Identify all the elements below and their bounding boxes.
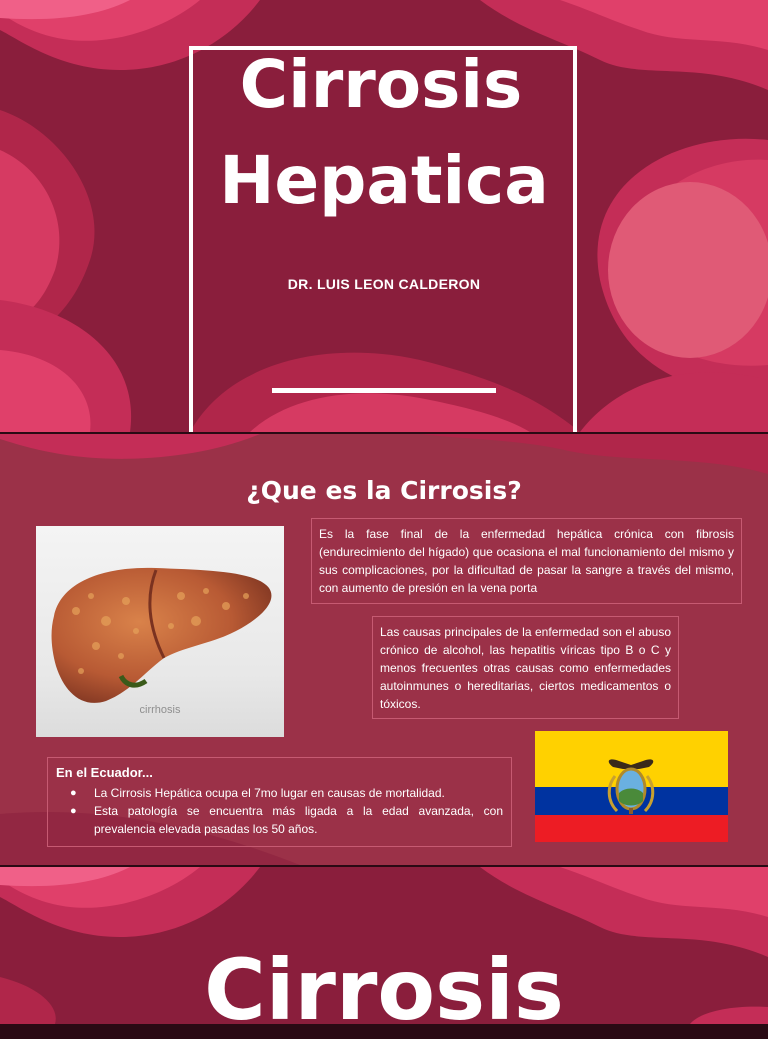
causes-box: Las causas principales de la enfermedad son el abuso crónico de alcohol, las hepatitis víricas tipo B o C y menos frecuentes otras causas como enfermedades autoinmunes o hereditarias, ciertos medicamentos o tóxicos.: [372, 616, 679, 719]
title-line-2: Hepatica: [219, 142, 549, 219]
ecuador-heading: En el Ecuador...: [56, 765, 153, 780]
definition-box: Es la fase final de la enfermedad hepática crónica con fibrosis (endurecimiento del hígado) que ocasiona el mal funcionamiento del mismo y sus complicaciones, por la dificultad de pasar la sangre a través del mismo, con aumento de presión en la vena porta: [311, 518, 742, 604]
slide-title-repeat: Cirrosis: [204, 941, 564, 1039]
list-item-text: La Cirrosis Hepática ocupa el 7mo lugar en causas de mortalidad.: [94, 786, 445, 800]
ecuador-flag-icon: [535, 731, 728, 842]
list-item-text: Esta patología se encuentra más ligada a la edad avanzada, con prevalencia elevada pasadas los 50 años.: [94, 804, 503, 836]
title-underline: [272, 388, 496, 393]
list-item: [56, 784, 503, 802]
ecuador-box: [47, 757, 512, 847]
liver-image: [36, 526, 284, 737]
image-caption: cirrhosis: [139, 704, 181, 716]
list-item: [56, 802, 503, 838]
title-line-1: Cirrosis: [239, 46, 523, 123]
ecuador-list: [56, 784, 503, 838]
author-name: DR. LUIS LEON CALDERON: [287, 276, 481, 292]
bullet-icon: ●: [70, 805, 77, 817]
title-slide: [0, 0, 768, 432]
slide-heading: ¿Que es la Cirrosis?: [246, 476, 522, 505]
bullet-icon: ●: [70, 787, 77, 799]
